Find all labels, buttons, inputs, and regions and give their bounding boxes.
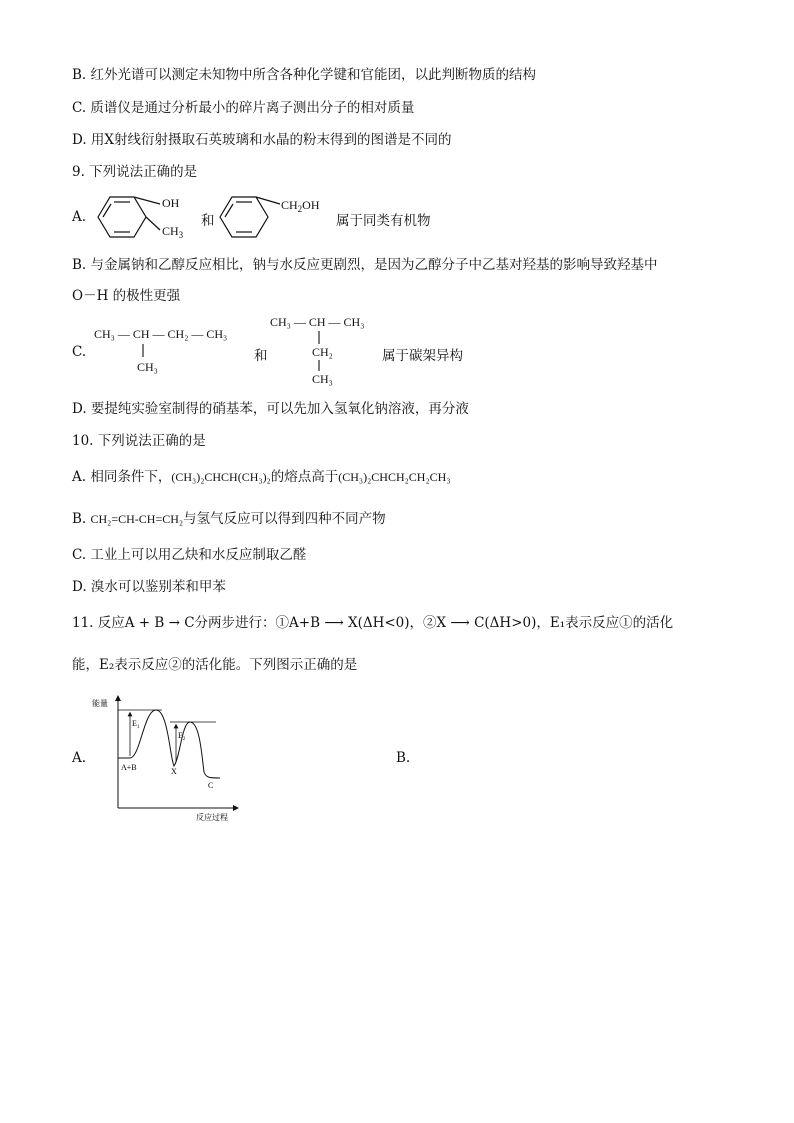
q11-stem-line2: 能，E₂表示反应②的活化能。下列图示正确的是 (72, 657, 358, 673)
q9-a-tail: 属于同类有机物 (336, 213, 431, 229)
e1-label: $E_1$ (132, 719, 140, 730)
c-label: C (208, 781, 214, 790)
q9-c-right-bot: CH₃ (312, 372, 333, 386)
q9-option-b-line2: O－H 的极性更强 (72, 288, 181, 304)
q9-a-oh-label: OH (162, 196, 180, 210)
q9-c-right-bond2 (316, 360, 322, 372)
benzyl-alcohol-structure (214, 190, 284, 245)
q11-b-label: B. (396, 750, 411, 766)
q9-c-right-bond1 (316, 331, 322, 345)
x-axis-label: 反应过程 (196, 813, 228, 822)
q9-c-right-mid: CH₂ (312, 345, 333, 359)
q8-option-c: C. 质谱仪是通过分析最小的碎片离子测出分子的相对质量 (72, 100, 415, 116)
q9-option-d: D. 要提纯实验室制得的硝基苯，可以先加入氢氧化钠溶液，再分液 (72, 401, 469, 417)
q10-option-d: D. 溴水可以鉴别苯和甲苯 (72, 579, 226, 595)
q9-c-left-main: CH₃ — CH — CH₂ — CH₃ (94, 327, 228, 341)
energy-diagram-a (88, 692, 248, 824)
q8-option-b: B. 红外光谱可以测定未知物中所含各种化学键和官能团，以此判断物质的结构 (72, 67, 537, 83)
q11-stem-line1: 11. 反应A + B → C分两步进行：①A+B ⟶ X(ΔH<0)，②X ⟶ C(ΔH>0)，E₁表示反应①的活化 (72, 615, 674, 631)
q9-a-ch2oh-label: $CH_2OH$ (281, 198, 320, 214)
e2-label: $E_2$ (178, 731, 186, 742)
q10-option-a: A. 相同条件下，(CH₃)₂CHCH(CH₃)₂的熔点高于(CH₃)₂CHCH₂CH₂CH₃ (72, 469, 451, 485)
q9-c-tail: 属于碳架异构 (382, 348, 463, 364)
q9-a-ch3-label: $CH_3$ (162, 224, 184, 240)
q9-c-left-branch: CH₃ (137, 360, 158, 374)
o-cresol-structure (90, 190, 200, 245)
q8-option-d: D. 用X射线衍射摄取石英玻璃和水晶的粉末得到的图谱是不同的 (72, 132, 452, 148)
q9-a-and: 和 (201, 213, 215, 229)
q9-option-b-line1: B. 与金属钠和乙醇反应相比，钠与水反应更剧烈，是因为乙醇分子中乙基对羟基的影响导致羟基中 (72, 257, 658, 273)
q9-c-and: 和 (254, 348, 268, 364)
q10-option-c: C. 工业上可以用乙炔和水反应制取乙醛 (72, 547, 307, 563)
q9-c-left-bond (140, 344, 146, 358)
q9-stem: 9. 下列说法正确的是 (72, 164, 198, 180)
ab-label: A+B (121, 763, 137, 772)
q9-c-label: C. (72, 344, 87, 360)
y-axis-label: 能量 (92, 699, 108, 708)
q9-a-label: A. (72, 209, 87, 225)
q10-option-b: B. CH₂=CH-CH=CH₂与氢气反应可以得到四种不同产物 (72, 511, 386, 527)
q9-c-right-top: CH₃ — CH — CH₃ (270, 315, 365, 329)
q11-a-label: A. (72, 750, 87, 766)
x-label: X (171, 767, 177, 776)
q10-stem: 10. 下列说法正确的是 (72, 433, 206, 449)
